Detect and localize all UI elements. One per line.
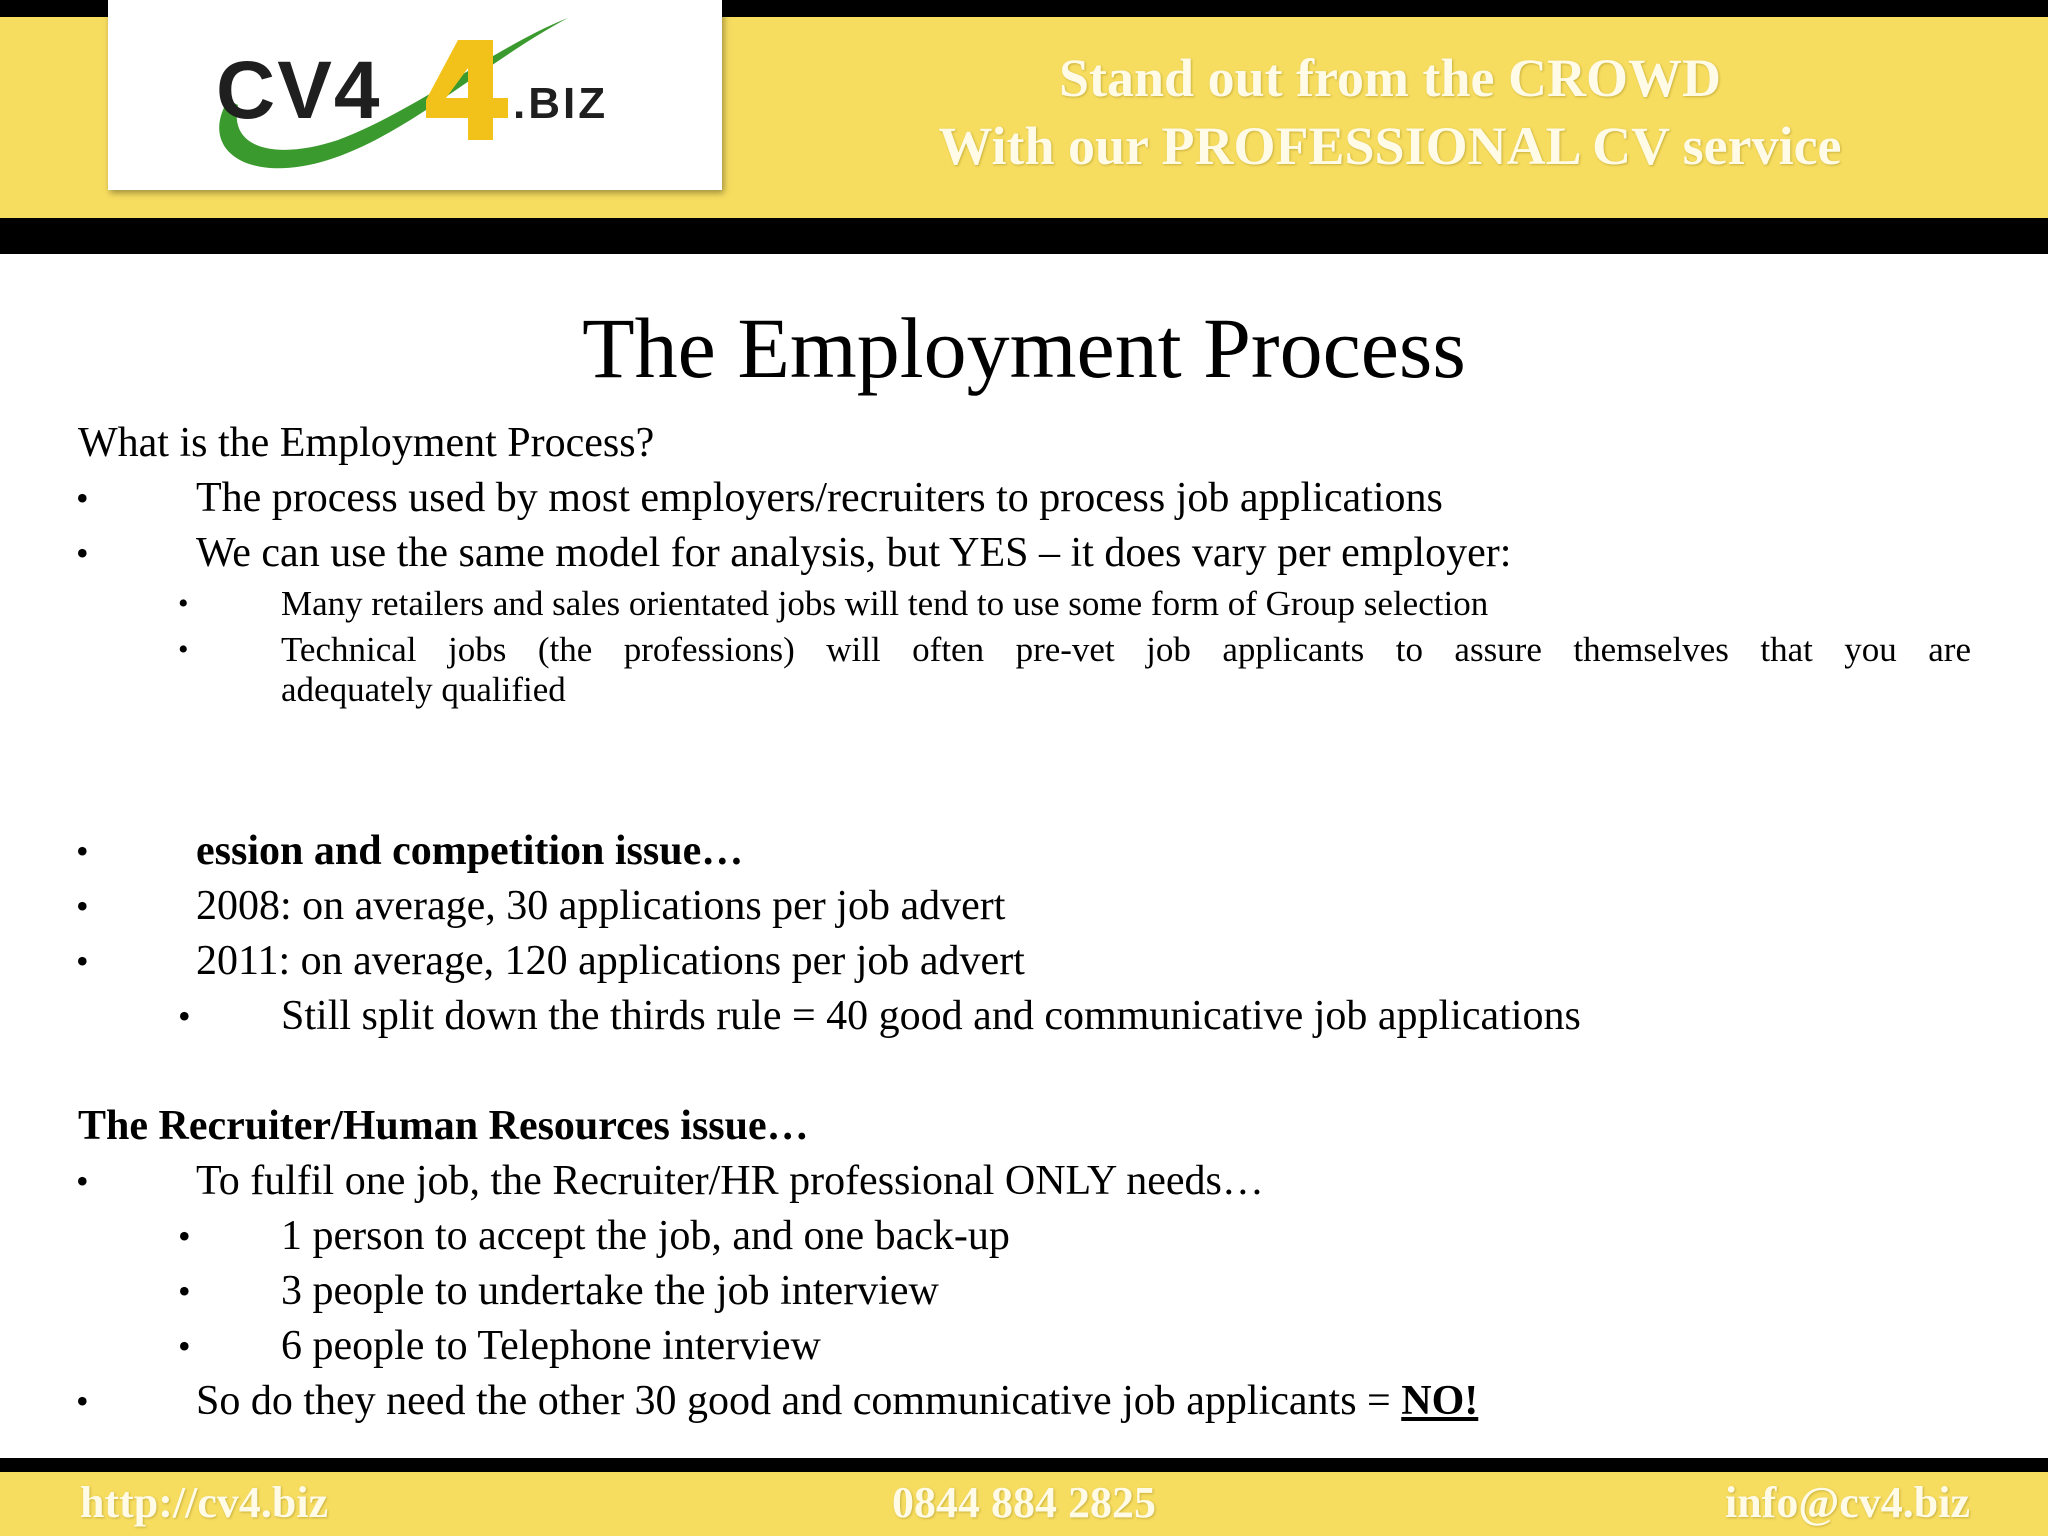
logo-text-suffix: .BIZ [513, 79, 609, 128]
header-tagline [820, 44, 1960, 180]
section3-sub-bullet-3: 6 people to Telephone interview [281, 1323, 821, 1369]
section1-heading: What is the Employment Process? [78, 420, 655, 466]
sub-bullet-marker: • [178, 587, 189, 620]
footer-phone[interactable]: 0844 884 2825 [892, 1478, 1156, 1527]
section3-bullet-2-text: So do they need the other 30 good and communicative job applicants = [196, 1378, 1402, 1424]
bullet-marker: • [76, 941, 89, 981]
bullet-marker: • [76, 831, 89, 871]
sub-bullet-marker: • [178, 1326, 191, 1366]
footer-top-bar [0, 1458, 2048, 1472]
header-bottom-bar [0, 218, 2048, 254]
footer-website-link[interactable]: http://cv4.biz [80, 1478, 329, 1527]
section2-bullet-3: 2011: on average, 120 applications per job advert [196, 938, 1025, 984]
section1-bullet-2: We can use the same model for analysis, but YES – it does vary per employer: [196, 530, 1512, 576]
bullet-marker: • [76, 886, 89, 926]
section1-sub-bullet-2-line-2: adequately qualified [281, 670, 566, 709]
section1-sub-bullet-1: Many retailers and sales orientated jobs will tend to use some form of Group selection [281, 584, 1489, 623]
section3-sub-bullet-1: 1 person to accept the job, and one back-up [281, 1213, 1010, 1259]
sub-bullet-marker: • [178, 633, 189, 666]
section1-bullet-1: The process used by most employers/recruiters to process job applications [196, 475, 1443, 521]
cv4-logo-graphic [108, 0, 722, 190]
bullet-marker: • [76, 1381, 89, 1421]
bullet-marker: • [76, 478, 89, 518]
logo[interactable] [108, 0, 722, 190]
page-title: The Employment Process [582, 300, 1466, 396]
section2-sub-bullet-1: Still split down the thirds rule = 40 good and communicative job applications [281, 993, 1581, 1039]
bullet-marker: • [76, 533, 89, 573]
logo-text-main: CV4 [216, 45, 382, 136]
sub-bullet-marker: • [178, 996, 191, 1036]
section3-bullet-1: To fulfil one job, the Recruiter/HR professional ONLY needs… [196, 1158, 1264, 1204]
bullet-marker: • [76, 1161, 89, 1201]
tagline-line-1: Stand out from the CROWD [1058, 48, 1722, 108]
section3-sub-bullet-2: 3 people to undertake the job interview [281, 1268, 939, 1314]
sub-bullet-marker: • [178, 1271, 191, 1311]
answer-no: NO! [1401, 1378, 1479, 1424]
section3-heading: The Recruiter/Human Resources issue… [78, 1103, 809, 1149]
sub-bullet-marker: • [178, 1216, 191, 1256]
tagline-line-2: With our PROFESSIONAL CV service [938, 116, 1842, 176]
section2-bullet-1: ession and competition issue… [196, 828, 744, 874]
section3-bullet-2 [196, 1376, 1478, 1426]
section1-sub-bullet-2-line-1: Technical jobs (the professions) will often pre-vet job applicants to assure themselves that you are [281, 630, 1971, 669]
section2-bullet-2: 2008: on average, 30 applications per job advert [196, 883, 1006, 929]
footer-email-link[interactable]: info@cv4.biz [1724, 1478, 1970, 1527]
